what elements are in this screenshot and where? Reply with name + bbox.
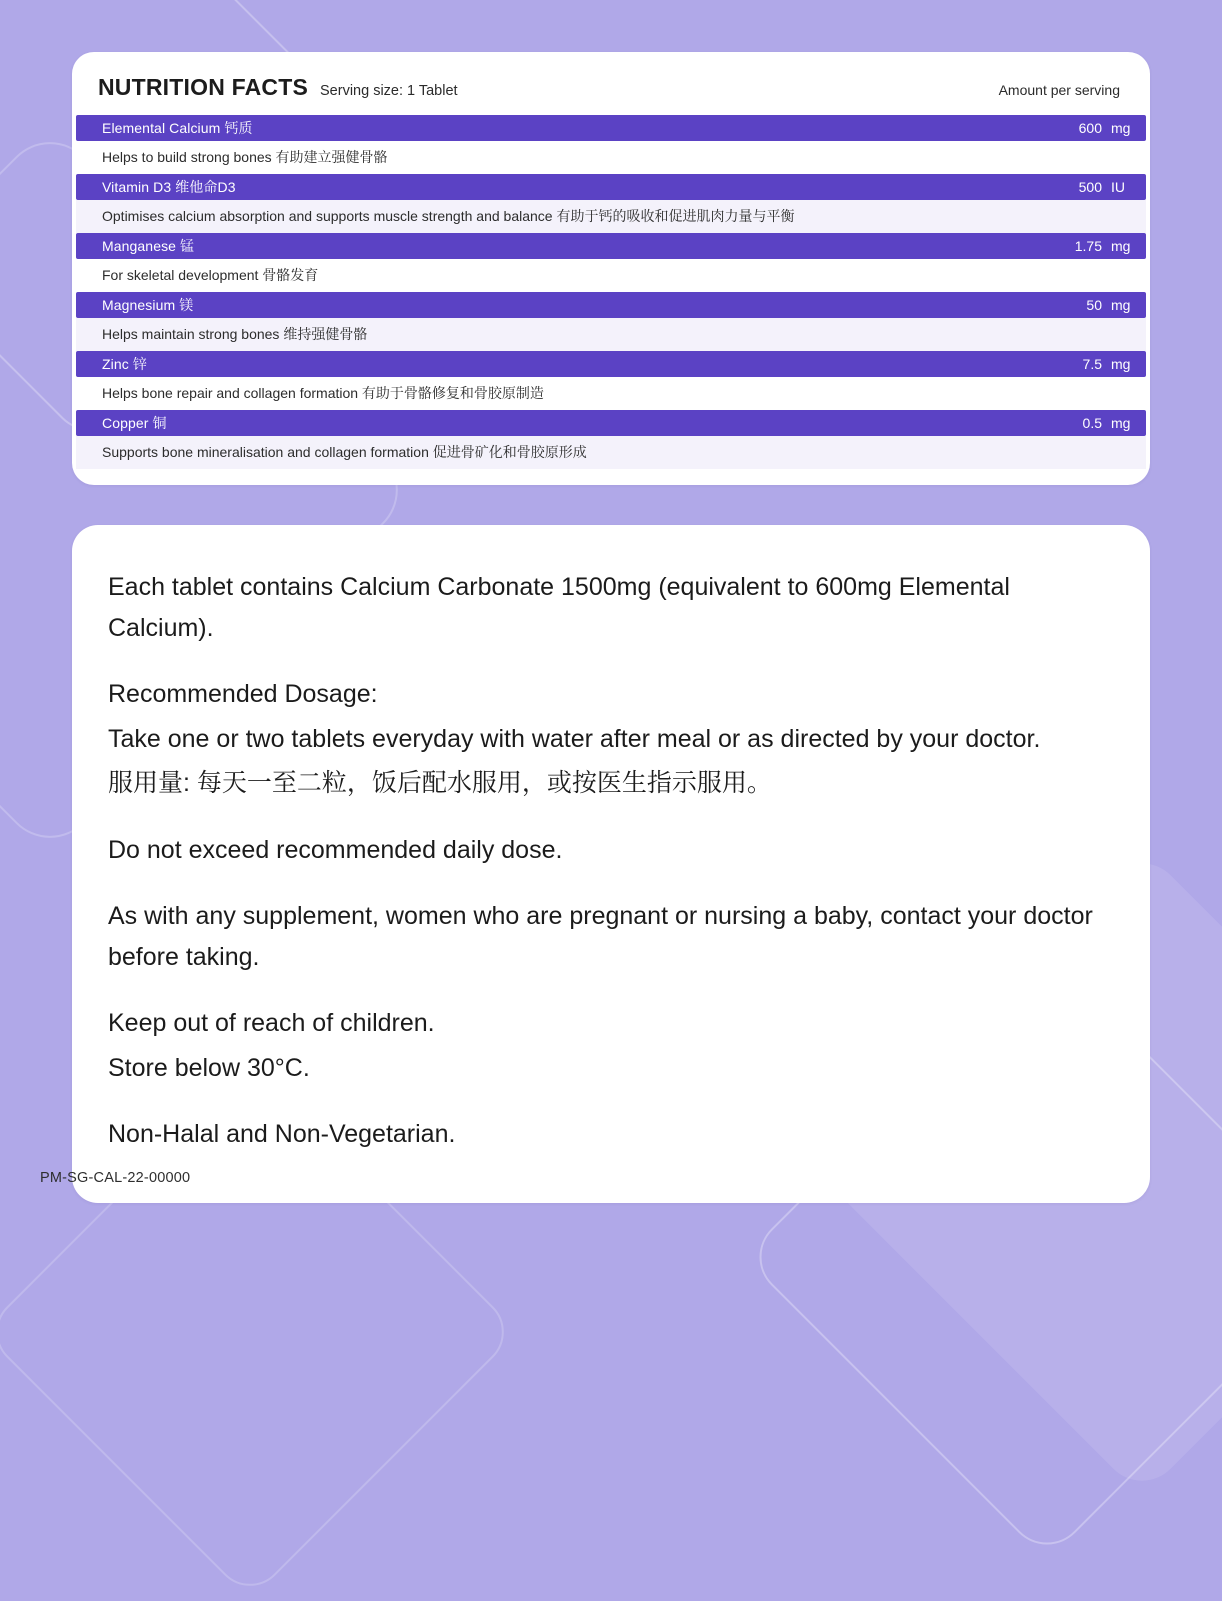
serving-size-label: Serving size: 1 Tablet [320, 83, 458, 99]
nutrient-description: Optimises calcium absorption and supports muscle strength and balance 有助于钙的吸收和促进肌肉力量与平衡 [76, 200, 1146, 233]
nutrient-amount: 7.5 [1082, 356, 1102, 372]
nutrition-facts-header [72, 70, 1150, 115]
nutrition-facts-card [72, 52, 1150, 485]
nutrient-description: Helps bone repair and collagen formation 有助于骨骼修复和骨胶原制造 [102, 385, 544, 401]
nutrient-amount: 600 [1078, 120, 1102, 136]
do-not-exceed-text: Do not exceed recommended daily dose. [108, 835, 563, 864]
nutrient-unit: mg [1111, 356, 1131, 372]
nutrient-amount: 50 [1086, 297, 1102, 313]
nutrient-name: Elemental Calcium 钙质 [102, 120, 253, 136]
nutrient-name: Copper 铜 [102, 415, 167, 431]
storage-text: Store below 30°C. [108, 1053, 310, 1082]
nutrient-name: Zinc 锌 [102, 356, 147, 372]
nutrition-facts-rows [72, 115, 1150, 469]
nutrient-amount: 0.5 [1082, 415, 1102, 431]
nutrient-name: Manganese 锰 [102, 238, 195, 254]
nutrient-unit: mg [1111, 297, 1131, 313]
nutrient-description: Helps to build strong bones 有助建立强健骨骼 [102, 149, 388, 165]
nutrient-unit: mg [1111, 120, 1131, 136]
nutrient-row [76, 174, 1146, 200]
nutrient-unit: mg [1111, 415, 1131, 431]
dosage-text-cn: 服用量: 每天一至二粒，饭后配水服用，或按医生指示服用。 [108, 769, 772, 797]
product-information-card [72, 525, 1150, 1203]
pregnancy-warning-text: As with any supplement, women who are pregnant or nursing a baby, contact your doctor before taking. [108, 902, 1093, 971]
nutrient-description: For skeletal development 骨骼发育 [102, 267, 319, 283]
nutrient-description: Helps maintain strong bones 维持强健骨骼 [76, 318, 1146, 351]
nutrient-unit: mg [1111, 238, 1131, 254]
recommended-dosage-heading: Recommended Dosage: [108, 680, 378, 708]
nutrient-amount: 500 [1078, 179, 1102, 195]
keep-out-of-reach-text: Keep out of reach of children. [108, 1009, 435, 1037]
nutrient-row [76, 410, 1146, 436]
tablet-contents-text: Each tablet contains Calcium Carbonate 1500mg (equivalent to 600mg Elemental Calcium). [108, 573, 1010, 642]
nutrient-unit: IU [1111, 179, 1125, 195]
amount-per-serving-label: Amount per serving [998, 82, 1120, 98]
halal-status-text: Non-Halal and Non-Vegetarian. [108, 1120, 456, 1148]
nutrient-row [76, 115, 1146, 141]
nutrient-row [76, 351, 1146, 377]
nutrient-description: Supports bone mineralisation and collagen formation 促进骨矿化和骨胶原形成 [76, 436, 1146, 469]
document-code: PM-SG-CAL-22-00000 [40, 1170, 191, 1186]
nutrition-facts-title: NUTRITION FACTS [98, 74, 308, 100]
nutrient-amount: 1.75 [1074, 238, 1102, 254]
nutrient-name: Vitamin D3 维他命D3 [102, 179, 236, 195]
nutrient-name: Magnesium 镁 [102, 297, 194, 313]
nutrient-row [76, 233, 1146, 259]
nutrient-row [76, 292, 1146, 318]
dosage-text-en: Take one or two tablets everyday with water after meal or as directed by your doctor. [108, 724, 1041, 753]
